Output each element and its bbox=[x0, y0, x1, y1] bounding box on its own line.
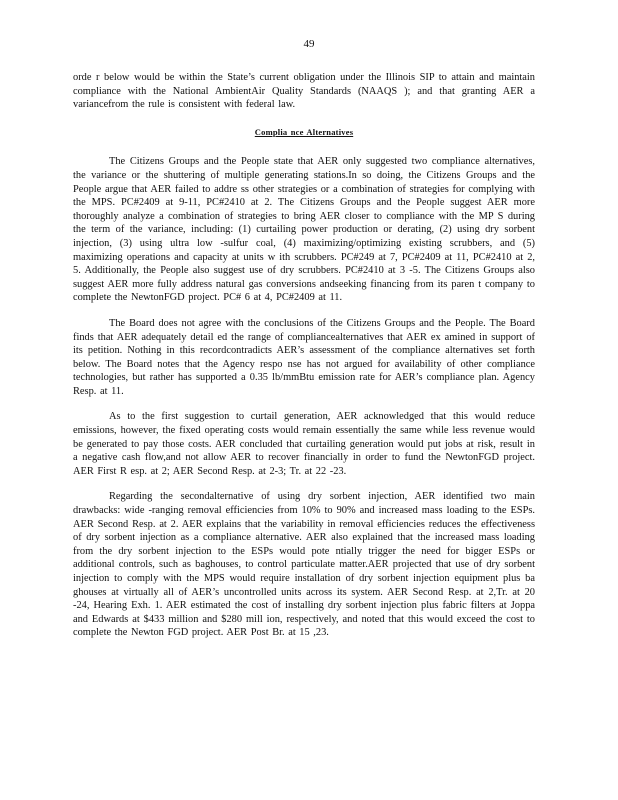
citizens-groups-paragraph: The Citizens Groups and the People state that AER only suggested two compliance alternatives, the variance or the shuttering of multiple generating stations.In so doing, the Citizens Groups and the People argue that AER failed to addre ss other strategies or a combination of strategies for complying with the MPS. PC#2409 at 9-11, PC#2410 at 2. The Citizens Groups and the People suggest AER more thoroughly analyze a combination of strategies to bring AER closer to compliance with the MP S during the term of the variance, including: (1) curtailing power production or derating, (2) using dry sorbent injection, (3) using ultra low -sulfur coal, (4) maximizing/optimizing existing scrubbers, and (5) maximizing operations and capacity at units w ith scrubbers. PC#249 at 7, PC#2409 at 11, PC#2410 at 2, 5. Additionally, the People also suggest use of dry scrubbers. PC#2410 at 3 -5. The Citizens Groups also suggest AER more fully address natural gas conversions andseeking financing from its paren t company to complete the NewtonFGD project. PC# 6 at 4, PC#2409 at 11. bbox=[73, 156, 535, 304]
section-heading-text: Complia nce Alternatives bbox=[254, 126, 354, 137]
board-paragraph: The Board does not agree with the conclusions of the Citizens Groups and the People. The Board finds that AER adequately detail ed the range of compliancealternatives that AER ex amined in support of its petition. Nothing in this recordcontradicts AER’s assessment of the compliance alternatives set forth below. The Board notes that the Agency respo nse has not argued for availability of other compliance technologies, but rather has supported a 0.35 lb/mmBtu emission rate for AER’s compliance plan. Agency Resp. at 11. bbox=[73, 317, 535, 397]
page-number: 49 bbox=[303, 38, 315, 50]
section-heading bbox=[73, 126, 535, 140]
curtail-generation-paragraph: As to the first suggestion to curtail generation, AER acknowledged that this would reduce emissions, however, the fixed operating costs would remain essentially the same while less revenue would be generated to pay those costs. AER concluded that curtailing generation would put jobs at risk, result in a negative cash flow,and not allow AER to recover financially in order to fund the NewtonFGD project. AER First R esp. at 2; AER Second Resp. at 2-3; Tr. at 22 -23. bbox=[73, 411, 535, 477]
document-body bbox=[73, 71, 535, 652]
dry-sorbent-paragraph: Regarding the secondalternative of using dry sorbent injection, AER identified two main drawbacks: wide -ranging removal efficiencies from 10% to 90% and increased mass loading to the ESPs. AER Second Resp. at 2. AER explains that the variability in removal efficiencies reduces the effectiveness of dry sorbent injection as a compliance alternative. AER also explained that the increased mass loading from the dry sorbent injection to the ESPs would pote ntially trigger the need for bigger ESPs or additional controls, such as baghouses, to control particulate matter.AER projected that use of dry sorbent injection to comply with the MPS would require installation of dry sorbent injection equipment plus ba ghouses at virtually all of AER’s uncontrolled units across its system. AER Second Resp. at 2,Tr. at 20 -24, Hearing Exh. 1. AER estimated the cost of installing dry sorbent injection plus fabric filters at Joppa and Edwards at $433 million and $280 mill ion, respectively, and noted that this would exceed the cost to complete the Newton FGD project. AER Post Br. at 15 ,23. bbox=[73, 491, 535, 639]
intro-paragraph: orde r below would be within the State’s current obligation under the Illinois SIP to attain and maintain compliance with the National AmbientAir Quality Standards (NAAQS ); and that granting AER a variancefrom the rule is consistent with federal law. bbox=[73, 72, 535, 111]
